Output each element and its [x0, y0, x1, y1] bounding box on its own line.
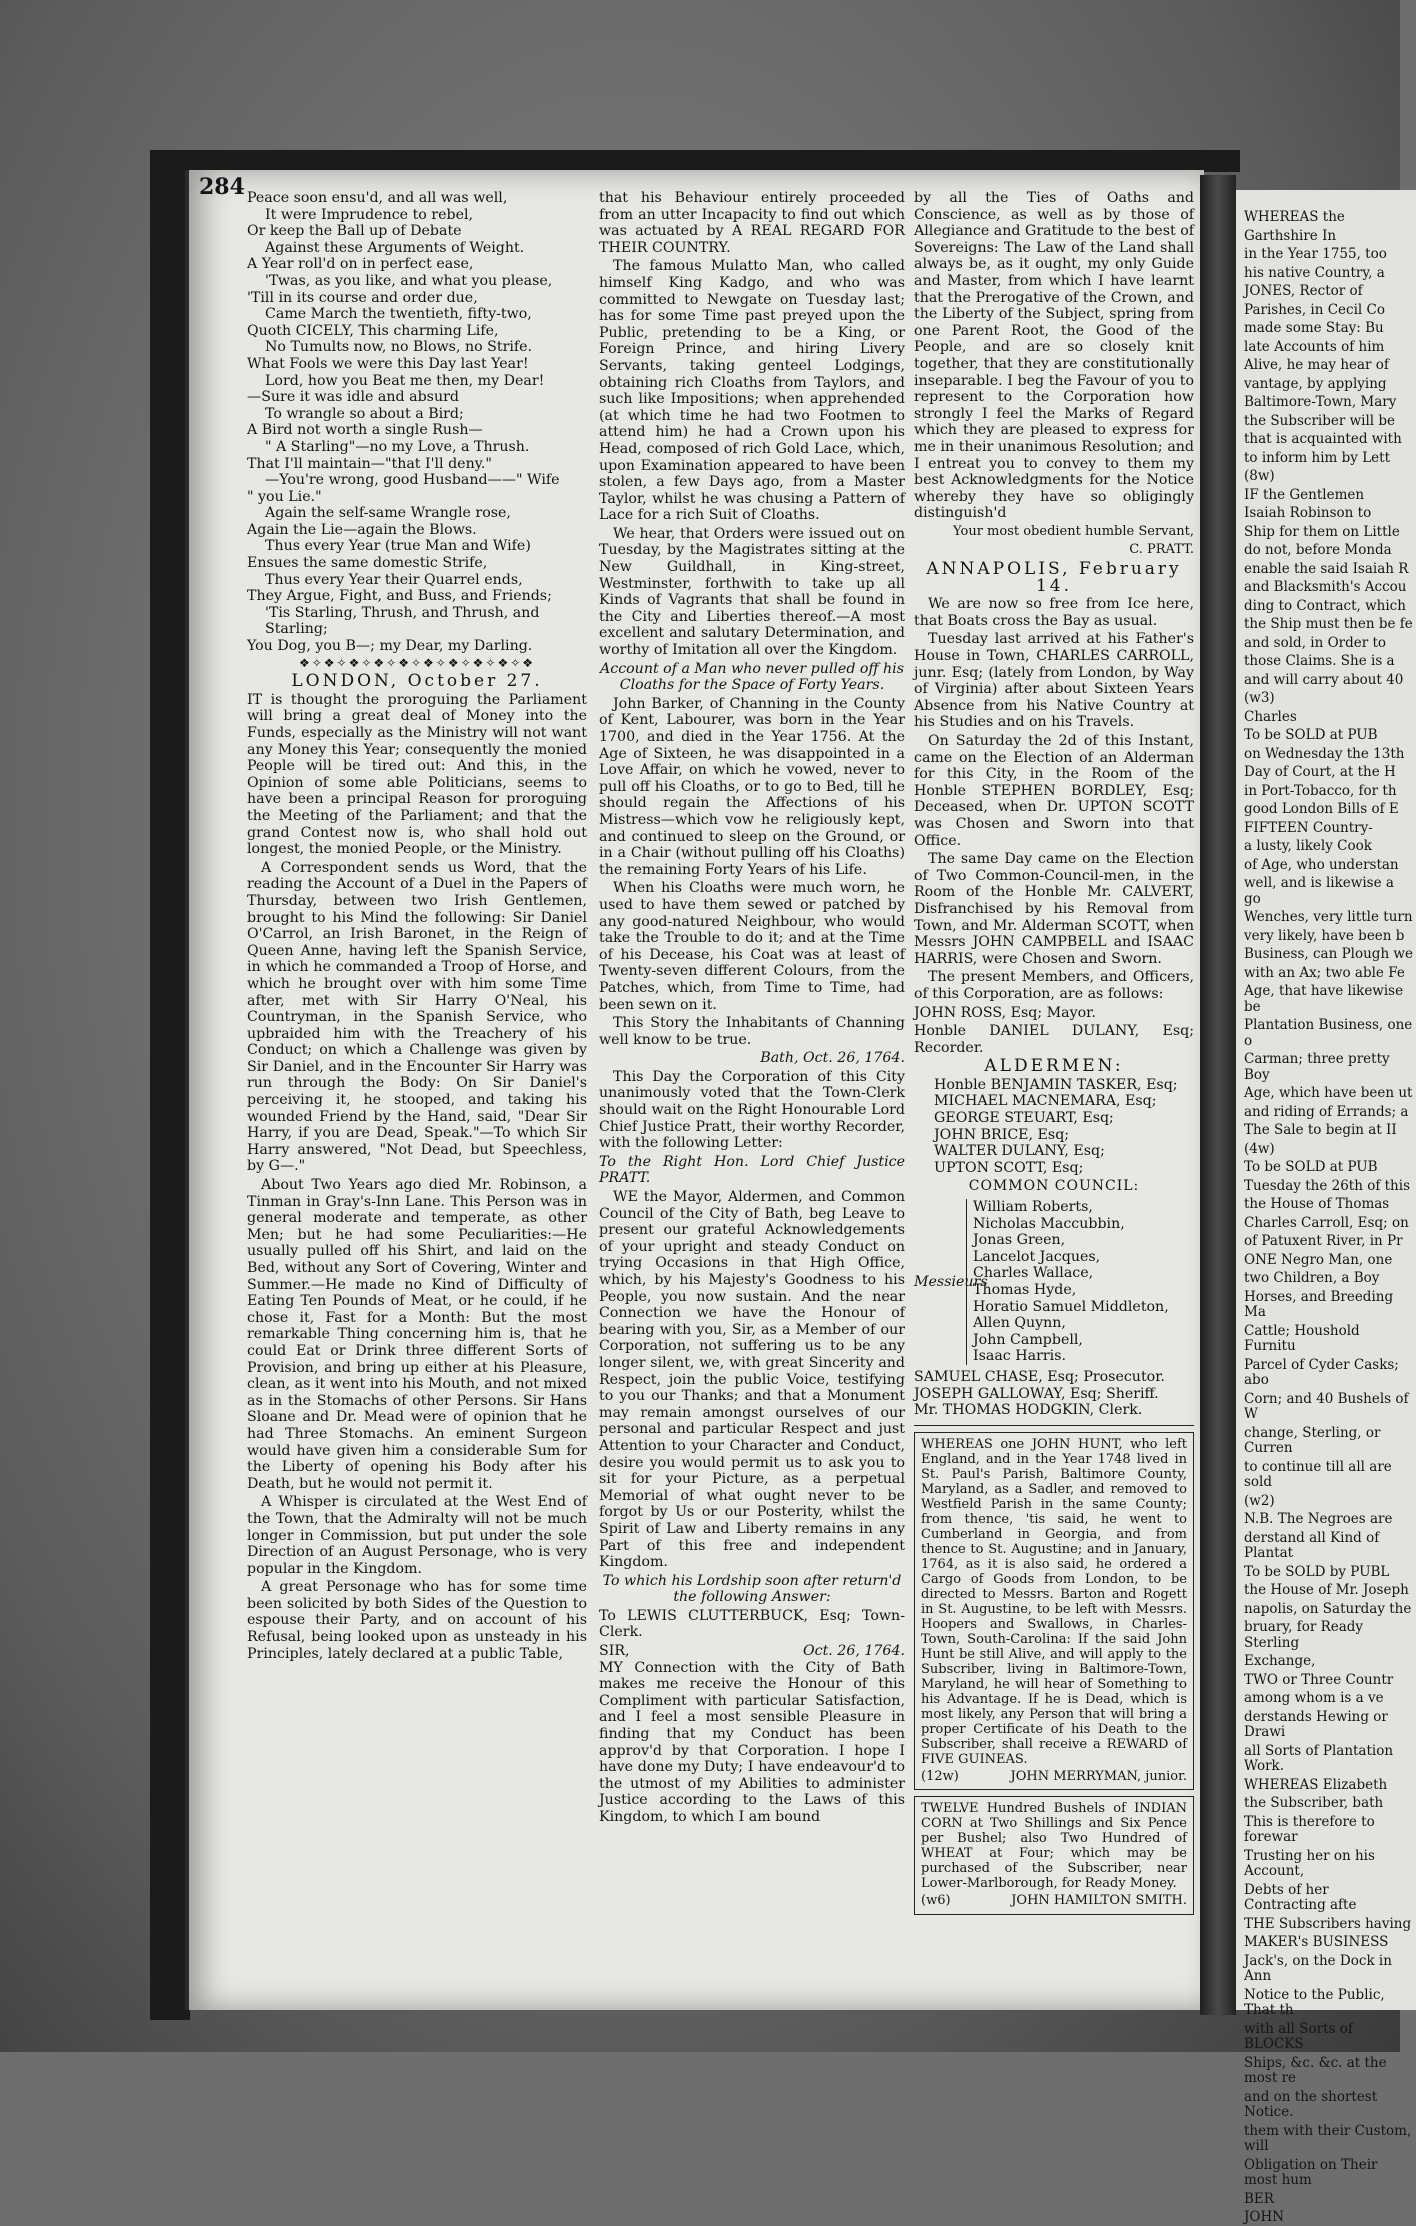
- facing-page-line: very likely, have been b: [1244, 927, 1405, 944]
- facing-page-line: derstand all Kind of Plantat: [1244, 1529, 1380, 1561]
- verse-line: Thus every Year their Quarrel ends,: [265, 571, 523, 588]
- facing-page-line: bruary, for Ready Sterling: [1244, 1619, 1364, 1651]
- facing-page-line: on Wednesday the 13th: [1244, 745, 1405, 762]
- answer-date: Oct. 26, 1764.: [803, 1643, 905, 1660]
- facing-page-line: the Subscriber, bath: [1244, 1795, 1384, 1811]
- facing-page-line: with all Sorts of BLOCKS: [1244, 2020, 1353, 2052]
- alderman-name: WALTER DULANY, Esq;: [934, 1143, 1105, 1160]
- signer: C. PRATT.: [1129, 542, 1194, 558]
- facing-page-line: Ships, &c. &c. at the most re: [1244, 2054, 1387, 2086]
- divider: [914, 1425, 1194, 1426]
- facing-page-line: his native Country, a: [1244, 264, 1385, 281]
- facing-page-line: the Ship must then be fe: [1244, 616, 1413, 632]
- council-member-name: Lancelot Jacques,: [973, 1248, 1101, 1265]
- answer-body: MY Connection with the City of Bath makes me receive the Honour of this Compliment with particular Satisfaction, and I feel a most sensible Pleasure in finding that my Conduct has been approv'd by that Corporation. I hope I have done my Duty; I have endeavour'd to the utmost of my Abilities to administer Justice according to the Laws of this Kingdom, to which I am bound: [599, 1659, 905, 1825]
- council-member-name: John Campbell,: [973, 1331, 1083, 1348]
- to-town-clerk: To LEWIS CLUTTERBUCK, Esq; Town-Clerk.: [599, 1607, 905, 1641]
- officer-line: Mr. THOMAS HODGKIN, Clerk.: [914, 1402, 1143, 1419]
- barker-paragraph-2: When his Cloaths were much worn, he used to have them sewed or patched by any good-natured Neighbour, who would take the Trouble to do it; and at the Time of his Decease, his Coat was at least of Twenty-seven different Colours, from the Patches, which, from Time to Time, had been sewn on it.: [599, 880, 905, 1013]
- facing-page-line: MAKER's BUSINESS: [1244, 1934, 1389, 1950]
- verse-line: Thus every Year (true Man and Wife): [265, 538, 531, 555]
- barker-paragraph-1: John Barker, of Channing in the County of Kent, Labourer, was born in the Year 1700, and died in the Year 1756. At the Age of Sixteen, he was disappointed in a Love Affair, on which he vowed, never to pull off his Cloaths, or to go to Bed, till he should regain the Affections of his Mistress—which vow he religiously kept, and continued to sleep on the Ground, or in a Chair (without pulling off his Cloaths) the remaining Forty Years of his Life.: [599, 695, 905, 878]
- verse-line: Peace soon ensu'd, and all was well,: [247, 190, 508, 206]
- facing-page-line: To be SOLD by PUBL: [1244, 1563, 1390, 1580]
- facing-page-line: To be SOLD at PUB: [1244, 1159, 1378, 1175]
- hunt-ad-text: WHEREAS one JOHN HUNT, who left England, and in the Year 1748 lived in St. Paul's Parish, Baltimore County, Maryland, as a Sadler, and removed to Westfield Parish in the same County; from thence, 'tis said, he went to Cumberland in Georgia, and from thence to St. Augustine; and in January, 1764, as it is also said, he ordered a Cargo of Goods from London, to be directed to Messrs. Barton and Rogett in St. Augustine, to be left with Messrs. Hoopers and Swallows, in Charles-Town, South-Carolina: If the said John Hunt be still Alive, and will apply to the Subscriber, living in Baltimore-Town, Maryland, he will hear of Something to his Advantage. If he is Dead, which is most likely, any Person that will bring a proper Certificate of his Death to the Subscriber, shall receive a REWARD of FIVE GUINEAS.: [921, 1436, 1187, 1767]
- facing-page-line: Corn; and 40 Bushels of W: [1244, 1390, 1409, 1422]
- facing-page-line: the House of Thomas: [1244, 1196, 1390, 1212]
- council-member-name: Charles Wallace,: [973, 1265, 1094, 1282]
- annapolis-paragraph-4: The same Day came on the Election of Two Common-Council-men, in the Room of the Honble Mr. CALVERT, Disfranchised by his Removal from Town, and Mr. Alderman SCOTT, when Messrs JOHN CAMPBELL and ISAAC HARRIS, were Chosen and Sworn.: [914, 851, 1194, 967]
- facing-page-line: FIFTEEN Country-: [1244, 819, 1373, 836]
- facing-page-line: ONE Negro Man, one: [1244, 1251, 1393, 1268]
- verse-line: —Sure it was idle and absurd: [247, 389, 459, 406]
- verse-line: That I'll maintain—"that I'll deny.": [247, 455, 492, 472]
- facing-page-line: Baltimore-Town, Mary: [1244, 394, 1397, 410]
- facing-page-line: JONES, Rector of: [1244, 283, 1363, 299]
- facing-page-line: Age, that have likewise be: [1244, 983, 1404, 1015]
- alderman-name: MICHAEL MACNEMARA, Esq;: [934, 1093, 1157, 1110]
- column-2: [599, 190, 905, 1990]
- letter-address: To the Right Hon. Lord Chief Justice PRATT.: [599, 1153, 905, 1187]
- alderman-name: JOHN BRICE, Esq;: [934, 1126, 1070, 1143]
- salutation-row: [599, 1643, 905, 1660]
- council-brace: [914, 1199, 1194, 1365]
- facing-page-line: Parishes, in Cecil Co: [1244, 301, 1385, 318]
- verse-line: 'Tis Starling, Thrush, and Thrush, and Starling;: [265, 604, 540, 638]
- messieurs-label: Messieurs: [914, 1273, 988, 1290]
- facing-page-line: and will carry about 40: [1244, 671, 1404, 688]
- facing-page-line: and sold, in Order to: [1244, 634, 1387, 651]
- letter-body: WE the Mayor, Aldermen, and Common Council of the City of Bath, beg Leave to present our grateful Acknowledgements of your upright and steady Conduct on trying Occasions in that High Office, which, by his Majesty's Goodness to his People, you now sustain. And the near Connection we have the Honour of bearing with you, Sir, as a Member of our Corporation, not suffering us to be any longer silent, we, with great Sincerity and Respect, join the public Voice, testifying to you our Thanks; and that a Monument may remain amongst ourselves of our personal and particular Respect and just Attention to your Character and Conduct, desire you would permit us to ask you to sit for your Picture, as a perpetual Memorial of what ought never to be forgot by Us or our Posterity, whilst the Spirit of Law and Liberty remains in any Part of this free and independent Kingdom.: [599, 1189, 905, 1571]
- facing-page-line: the Subscriber will be: [1244, 412, 1396, 429]
- facing-page-line: Obligation on Their most hum: [1244, 2156, 1378, 2188]
- annapolis-paragraph-1: We are now so free from Ice here, that Boats cross the Bay as usual.: [914, 596, 1194, 629]
- facing-page-line: Notice to the Public, That th: [1244, 1986, 1385, 2018]
- ornament-divider: ❖✧❖✧❖✧❖✧❖✧❖✧❖✧❖✧❖✧❖: [298, 655, 536, 670]
- council-member-name: Allen Quynn,: [973, 1315, 1066, 1332]
- facing-page-line: of Patuxent River, in Pr: [1244, 1233, 1403, 1249]
- facing-page-line: the House of Mr. Joseph: [1244, 1582, 1409, 1598]
- facing-page-line: WHEREAS Elizabeth: [1244, 1776, 1388, 1793]
- hunt-ad-footer: [921, 1769, 1187, 1786]
- bath-paragraph: This Day the Corporation of this City unanimously voted that the Town-Clerk should wait on the Right Honourable Lord Chief Justice Pratt, their worthy Recorder, with the following Letter:: [599, 1068, 905, 1152]
- facing-page-line: in the Year 1755, too: [1244, 246, 1387, 262]
- facing-page-line: Isaiah Robinson to: [1244, 505, 1372, 521]
- facing-page-line: derstands Hewing or Drawi: [1244, 1708, 1388, 1740]
- answer-note: To which his Lordship soon after return'd the following Answer:: [602, 1572, 902, 1606]
- london-paragraph-3: About Two Years ago died Mr. Robinson, a Tinman in Gray's-Inn Lane. This Person was in general moderate and temperate, as other Men; but he had some Peculiarities:—He usually pulled off his Shirt, and laid on the Bed, without any Sort of Covering, Winter and Summer.—He made no Kind of Difficulty of Eating Ten Pounds of Meat, or he could, if he chose it, Fast for a Month: But the most remarkable Thing concerning him is, that he could Eat or Drink three different Sorts of Provision, and bring up either at his Pleasure, clean, as it went into his Mouth, and not mixed as in the Stomachs of other Persons. Sir Hans Sloane and Dr. Mead were of opinion that he had Three Stomachs. An eminent Surgeon would have given him a considerable Sum for the Liberty of opening his Body after his Death, but he would not permit it.: [247, 1177, 587, 1492]
- facing-page-line: (w2): [1244, 1492, 1275, 1509]
- facing-page-line: Exchange,: [1244, 1653, 1316, 1669]
- verse-line: Came March the twentieth, fifty-two,: [265, 306, 532, 323]
- facing-page-line: in Port-Tobacco, for th: [1244, 782, 1397, 799]
- london-paragraph-2: A Correspondent sends us Word, that the reading the Account of a Duel in the Papers of Thursday, between two Irish Gentlemen, brought to his Mind the following: Sir Daniel O'Carrol, an Irish Baronet, in the Reign of Queen Anne, having left the Spanish Service, in which he commanded a Troop of Horse, and which he brought over with him some Time after, met with Sir Harry O'Neal, his Countryman, in the Spanish Service, who upbraided him with the Treachery of his Conduct; on which a Challenge was given by Sir Daniel, and in the Encounter Sir Harry was run through the Body: On Sir Daniel's perceiving it, he stooped, and taking his wounded Friend by the Hand, said, "Dear Sir Harry, if you are Dead, Speak."—To which Sir Harry answered, "Not Dead, but Speechless, by G—.": [247, 859, 587, 1175]
- facing-page-line: good London Bills of E: [1244, 801, 1399, 817]
- officer-line: SAMUEL CHASE, Esq; Prosecutor.: [914, 1368, 1165, 1385]
- verse-line: To wrangle so about a Bird;: [265, 405, 464, 422]
- facing-page-line: of Age, who understan: [1244, 856, 1399, 873]
- verse-line: " you Lie.": [247, 488, 322, 505]
- facing-page-line: (8w): [1244, 468, 1275, 484]
- facing-page-line: two Children, a Boy: [1244, 1270, 1380, 1286]
- aldermen-heading: ALDERMEN:: [984, 1056, 1124, 1077]
- verse-line: 'Till in its course and order due,: [247, 289, 478, 306]
- newspaper-page: [185, 170, 1204, 2010]
- facing-page-line: Cattle; Houshold Furnitu: [1244, 1322, 1360, 1354]
- hunt-ad-signer: JOHN MERRYMAN, junior.: [1010, 1768, 1187, 1784]
- facing-page-line: Plantation Business, one o: [1244, 1017, 1413, 1049]
- annapolis-heading: ANNAPOLIS, February 14.: [926, 559, 1182, 596]
- facing-page-line: The Sale to begin at II: [1244, 1122, 1397, 1138]
- facing-page-line: Trusting her on his Account,: [1244, 1847, 1375, 1879]
- page-number: 284: [199, 174, 245, 200]
- facing-page-line: among whom is a ve: [1244, 1690, 1384, 1706]
- facing-page-line: enable the said Isaiah R: [1244, 560, 1409, 577]
- facing-page-line: to continue till all are sold: [1244, 1458, 1392, 1490]
- facing-page-line: them with their Custom, will: [1244, 2122, 1412, 2154]
- verse-line: Again the self-same Wrangle rose,: [265, 505, 511, 522]
- book-gutter: [1200, 175, 1236, 2015]
- verse-line: A Year roll'd on in perfect ease,: [247, 256, 474, 273]
- facing-page-line: N.B. The Negroes are: [1244, 1511, 1393, 1527]
- alderman-name: Honble BENJAMIN TASKER, Esq;: [934, 1076, 1178, 1093]
- facing-page-fragment: [1236, 190, 1416, 2225]
- facing-page-line: Alive, he may hear of: [1244, 357, 1389, 373]
- verse-line: " A Starling"—no my Love, a Thrush.: [265, 438, 530, 455]
- mulatto-paragraph: The famous Mulatto Man, who called himself King Kadgo, and who was committed to Newgate on Tuesday last; has for some Time past preyed upon the Public, pretending to be a King, or Foreign Prince, and hiring Livery Servants, taking genteel Lodgings, obtaining rich Cloaths from Taylors, and such like Impositions; when apprehended (at which time he had two Footmen to attend him) he had a Crown upon his Head, composed of rich Gold Lace, which, upon Examination appeared to have been stolen, a few Days ago, from a Master Taylor, whilst he was chusing a Pattern of Lace for a rich Suit of Cloaths.: [599, 258, 905, 524]
- verse-line: You Dog, you B—; my Dear, my Darling.: [247, 638, 533, 655]
- facing-page-line: with an Ax; two able Fe: [1244, 964, 1405, 981]
- facing-page-line: Ship for them on Little: [1244, 523, 1400, 540]
- mayor-line: JOHN ROSS, Esq; Mayor.: [914, 1004, 1096, 1021]
- bath-dateline: Bath, Oct. 26, 1764.: [760, 1050, 905, 1067]
- facing-page-line: Business, can Plough we: [1244, 946, 1413, 962]
- book-spine-edge: [150, 150, 190, 2020]
- verse-line: Or keep the Ball up of Debate: [247, 223, 462, 240]
- verse-line: Against these Arguments of Weight.: [265, 239, 525, 256]
- london-heading: LONDON, October 27.: [291, 671, 543, 692]
- london-paragraph-4: A Whisper is circulated at the West End of the Town, that the Admiralty will not be much longer in Commission, but put under the sole Direction of an August Personage, who is very popular in the Kingdom.: [247, 1494, 587, 1577]
- facing-page-line: Day of Court, at the H: [1244, 764, 1396, 780]
- annapolis-paragraph-3: On Saturday the 2d of this Instant, came on the Election of an Alderman for this City, in the Room of the Honble STEPHEN BORDLEY, Esq; Deceased, when Dr. UPTON SCOTT was Chosen and Sworn into that Office.: [914, 733, 1194, 849]
- facing-page-line: (4w): [1244, 1140, 1275, 1157]
- barker-paragraph-3: This Story the Inhabitants of Channing well know to be true.: [599, 1015, 905, 1048]
- facing-page-line: Charles: [1244, 708, 1297, 725]
- facing-page-column: [1244, 209, 1414, 2225]
- officer-line: JOSEPH GALLOWAY, Esq; Sheriff.: [914, 1385, 1159, 1402]
- facing-page-line: a lusty, likely Cook: [1244, 838, 1372, 854]
- closing: Your most obedient humble Servant,: [953, 523, 1194, 539]
- book-top-edge: [160, 150, 1240, 172]
- annapolis-paragraph-2: Tuesday last arrived at his Father's House in Town, CHARLES CARROLL, junr. Esq; (lately from London, by Way of Virginia) after about Sixteen Years Absence from his Native Country at his Studies and on his Travels.: [914, 631, 1194, 731]
- verse-line: It were Imprudence to rebel,: [265, 206, 474, 223]
- facing-page-line: THE Subscribers having: [1244, 1915, 1412, 1932]
- facing-page-line: Garthshire In: [1244, 227, 1337, 244]
- verse-line: Lord, how you Beat me then, my Dear!: [265, 372, 545, 389]
- facing-page-line: change, Sterling, or Curren: [1244, 1424, 1381, 1456]
- facing-page-line: do not, before Monda: [1244, 542, 1392, 558]
- recorder-line: Honble DANIEL DULANY, Esq; Recorder.: [914, 1023, 1194, 1056]
- council-member-name: Thomas Hyde,: [973, 1282, 1077, 1298]
- facing-page-line: Wenches, very little turn: [1244, 909, 1413, 925]
- column-2-paragraph-1: that his Behaviour entirely proceeded from an utter Incapacity to find out which was actuated by A REAL REGARD FOR THEIR COUNTRY.: [599, 190, 905, 256]
- corn-ad-signer: JOHN HAMILTON SMITH.: [1011, 1893, 1187, 1909]
- facing-page-line: JOHN: [1244, 2209, 1285, 2225]
- london-paragraph-1: IT is thought the proroguing the Parliament will bring a great deal of Money into the Funds, especially as the Ministry will not want any Money this Year; consequently the monied People will be tired out: And this, in the Opinion of some able Politicians, seems to have been a principal Reason for proroguing the Meeting of the Parliament; and that the grand Contest now is, who shall hold out longest, the monied People, or the Ministry.: [247, 691, 587, 858]
- corn-advertisement: [914, 1796, 1194, 1915]
- facing-page-line: IF the Gentlemen: [1244, 486, 1365, 503]
- verse-line: What Fools we were this Day last Year!: [247, 355, 529, 372]
- pratt-letter-continued: by all the Ties of Oaths and Conscience, as well as by those of Allegiance and Gratitude to the best of Sovereigns: The Law of the Land shall always be, as it ought, my only Guide and Master, from which I have learnt that the Prerogative of the Crown, and the Liberty of the Subject, spring from one Parent Root, the Good of the People, and are so closely knit together, that they are constitutionally inseparable. I beg the Favour of you to represent to the Corporation how strongly I feel the Marks of Regard which they are pleased to express for me in their unanimous Resolution; and I entreat you to convey to them my best Acknowledgments for the Notice whereby they have so obligingly distinguish'd: [914, 190, 1194, 522]
- facing-page-line: TWO or Three Countr: [1244, 1671, 1394, 1688]
- facing-page-line: late Accounts of him: [1244, 338, 1385, 355]
- council-heading: COMMON COUNCIL:: [968, 1178, 1140, 1195]
- facing-page-line: Tuesday the 26th of this: [1244, 1177, 1410, 1194]
- facing-page-line: Carman; three pretty Boy: [1244, 1051, 1390, 1083]
- council-list: [966, 1199, 1169, 1365]
- corn-ad-footer: [921, 1893, 1187, 1910]
- facing-page-line: and Blacksmith's Accou: [1244, 579, 1407, 595]
- column-3: [914, 190, 1194, 1990]
- annapolis-paragraph-5: The present Members, and Officers, of this Corporation, are as follows:: [914, 969, 1194, 1002]
- facing-page-line: Debts of her Contracting afte: [1244, 1881, 1357, 1913]
- london-paragraph-5: A great Personage who has for some time been solicited by both Sides of the Question to espouse their Party, and on account of his Refusal, being looked upon as unsteady in his Principles, lately declared at a public Table,: [247, 1579, 587, 1662]
- poem-verse: [247, 190, 587, 655]
- hunt-ad-code: (12w): [921, 1768, 959, 1784]
- corn-ad-text: TWELVE Hundred Bushels of INDIAN CORN at Two Shillings and Six Pence per Bushel; also Two Hundred of WHEAT at Four; which may be purchased of the Subscriber, near Lower-Marlborough, for Ready Money.: [921, 1801, 1187, 1892]
- verse-line: 'Twas, as you like, and what you please,: [265, 272, 553, 289]
- alderman-name: UPTON SCOTT, Esq;: [934, 1159, 1084, 1176]
- facing-page-line: (w3): [1244, 690, 1275, 706]
- facing-page-line: Horses, and Breeding Ma: [1244, 1288, 1394, 1320]
- verse-line: No Tumults now, no Blows, no Strife.: [265, 339, 533, 356]
- verse-line: They Argue, Fight, and Buss, and Friends;: [247, 588, 552, 605]
- account-heading: Account of a Man who never pulled off his Cloaths for the Space of Forty Years.: [600, 660, 904, 694]
- facing-page-line: BER: [1244, 2190, 1274, 2207]
- council-member-name: Horatio Samuel Middleton,: [973, 1298, 1169, 1315]
- verse-line: Again the Lie—again the Blows.: [247, 521, 477, 538]
- facing-page-line: Age, which have been ut: [1244, 1085, 1413, 1101]
- verse-line: Quoth CICELY, This charming Life,: [247, 322, 499, 339]
- verse-line: Ensues the same domestic Strife,: [247, 555, 488, 572]
- facing-page-line: WHEREAS the: [1244, 209, 1345, 225]
- council-member-name: Jonas Green,: [973, 1232, 1066, 1249]
- hunt-advertisement: [914, 1432, 1194, 1791]
- verse-line: —You're wrong, good Husband——" Wife: [265, 472, 560, 489]
- council-member-name: Isaac Harris.: [973, 1348, 1066, 1365]
- facing-page-line: napolis, on Saturday the: [1244, 1600, 1412, 1617]
- officers-list: [914, 1369, 1194, 1419]
- facing-page-line: Jack's, on the Dock in Ann: [1244, 1952, 1392, 1984]
- facing-page-line: and on the shortest Notice.: [1244, 2088, 1378, 2120]
- facing-page-line: To be SOLD at PUB: [1244, 727, 1378, 743]
- facing-page-line: made some Stay: Bu: [1244, 320, 1384, 336]
- aldermen-list: [934, 1077, 1194, 1177]
- column-1: [247, 190, 587, 1990]
- facing-page-line: ding to Contract, which: [1244, 597, 1406, 614]
- vagrants-paragraph: We hear, that Orders were issued out on Tuesday, by the Magistrates sitting at the New Guildhall, in King-street, Westminster, forthwith to take up all Kinds of Vagrants that shall be found in the City and Liberties thereof.—A most excellent and salutary Determination, and worthy of Imitation all over the Kingdom.: [599, 525, 905, 659]
- facing-page-line: This is therefore to forewar: [1244, 1813, 1375, 1845]
- council-member-name: William Roberts,: [973, 1199, 1093, 1216]
- facing-page-line: Charles Carroll, Esq; on: [1244, 1214, 1409, 1231]
- facing-page-line: vantage, by applying: [1244, 375, 1387, 392]
- corn-ad-code: (w6): [921, 1893, 951, 1909]
- council-member-name: Nicholas Maccubbin,: [973, 1215, 1125, 1232]
- facing-page-line: Parcel of Cyder Casks; abo: [1244, 1356, 1399, 1388]
- facing-page-line: those Claims. She is a: [1244, 653, 1395, 669]
- verse-line: A Bird not worth a single Rush—: [247, 422, 483, 439]
- salutation: SIR,: [599, 1643, 630, 1660]
- facing-page-line: and riding of Errands; a: [1244, 1103, 1409, 1120]
- facing-page-line: to inform him by Lett: [1244, 449, 1390, 466]
- facing-page-line: all Sorts of Plantation Work.: [1244, 1742, 1394, 1774]
- facing-page-line: well, and is likewise a go: [1244, 875, 1394, 907]
- alderman-name: GEORGE STEUART, Esq;: [934, 1110, 1114, 1127]
- facing-page-line: that is acquainted with: [1244, 431, 1402, 447]
